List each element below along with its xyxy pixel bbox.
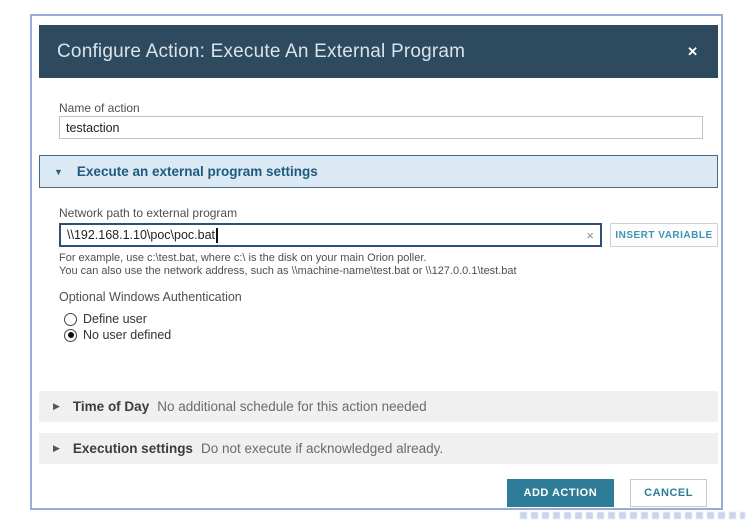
radio-no-user-defined-label: No user defined <box>83 328 172 342</box>
radio-no-user-defined[interactable] <box>64 328 171 342</box>
radio-button-icon[interactable] <box>64 313 77 326</box>
radio-define-user-label: Define user <box>83 312 147 326</box>
section-title: Execution settings <box>72 441 193 456</box>
path-help-line2: You can also use the network address, such as \\machine-name\test.bat or \\127.0.0.1\test.bat <box>59 265 517 277</box>
dialog-title: Configure Action: Execute An External Program <box>57 40 466 62</box>
add-action-button[interactable]: ADD ACTION <box>507 479 615 507</box>
section-title: Time of Day <box>72 399 150 414</box>
section-title: Execute an external program settings <box>76 164 318 179</box>
name-of-action-input[interactable] <box>59 116 703 139</box>
clear-icon[interactable]: × <box>586 227 594 243</box>
path-help-text <box>59 252 517 278</box>
section-execution-settings[interactable] <box>39 433 718 464</box>
radio-button-icon[interactable] <box>64 329 77 342</box>
section-execute-program-settings[interactable] <box>39 155 718 188</box>
watermark <box>520 512 745 519</box>
chevron-down-icon: ▼ <box>54 166 63 177</box>
dialog-footer <box>507 479 708 507</box>
name-of-action-label: Name of action <box>59 101 140 115</box>
text-caret <box>216 228 218 243</box>
path-help-line1: For example, use c:\test.bat, where c:\ is the disk on your main Orion poller. <box>59 252 427 264</box>
chevron-right-icon: ▶ <box>53 401 60 411</box>
radio-define-user[interactable] <box>64 312 147 326</box>
section-time-of-day[interactable] <box>39 391 718 422</box>
section-summary: No additional schedule for this action needed <box>157 399 427 414</box>
chevron-right-icon: ▶ <box>53 443 60 453</box>
windows-auth-label: Optional Windows Authentication <box>59 290 242 304</box>
close-icon[interactable]: ✕ <box>687 44 698 59</box>
network-path-value: \\192.168.1.10\poc\poc.bat <box>67 228 216 242</box>
network-path-input[interactable] <box>59 223 602 247</box>
section-summary: Do not execute if acknowledged already. <box>200 441 444 456</box>
dialog-titlebar <box>39 25 718 78</box>
cancel-button[interactable]: CANCEL <box>630 479 707 507</box>
insert-variable-button[interactable]: INSERT VARIABLE <box>610 223 718 247</box>
configure-action-dialog <box>30 14 723 510</box>
network-path-label: Network path to external program <box>59 206 238 220</box>
